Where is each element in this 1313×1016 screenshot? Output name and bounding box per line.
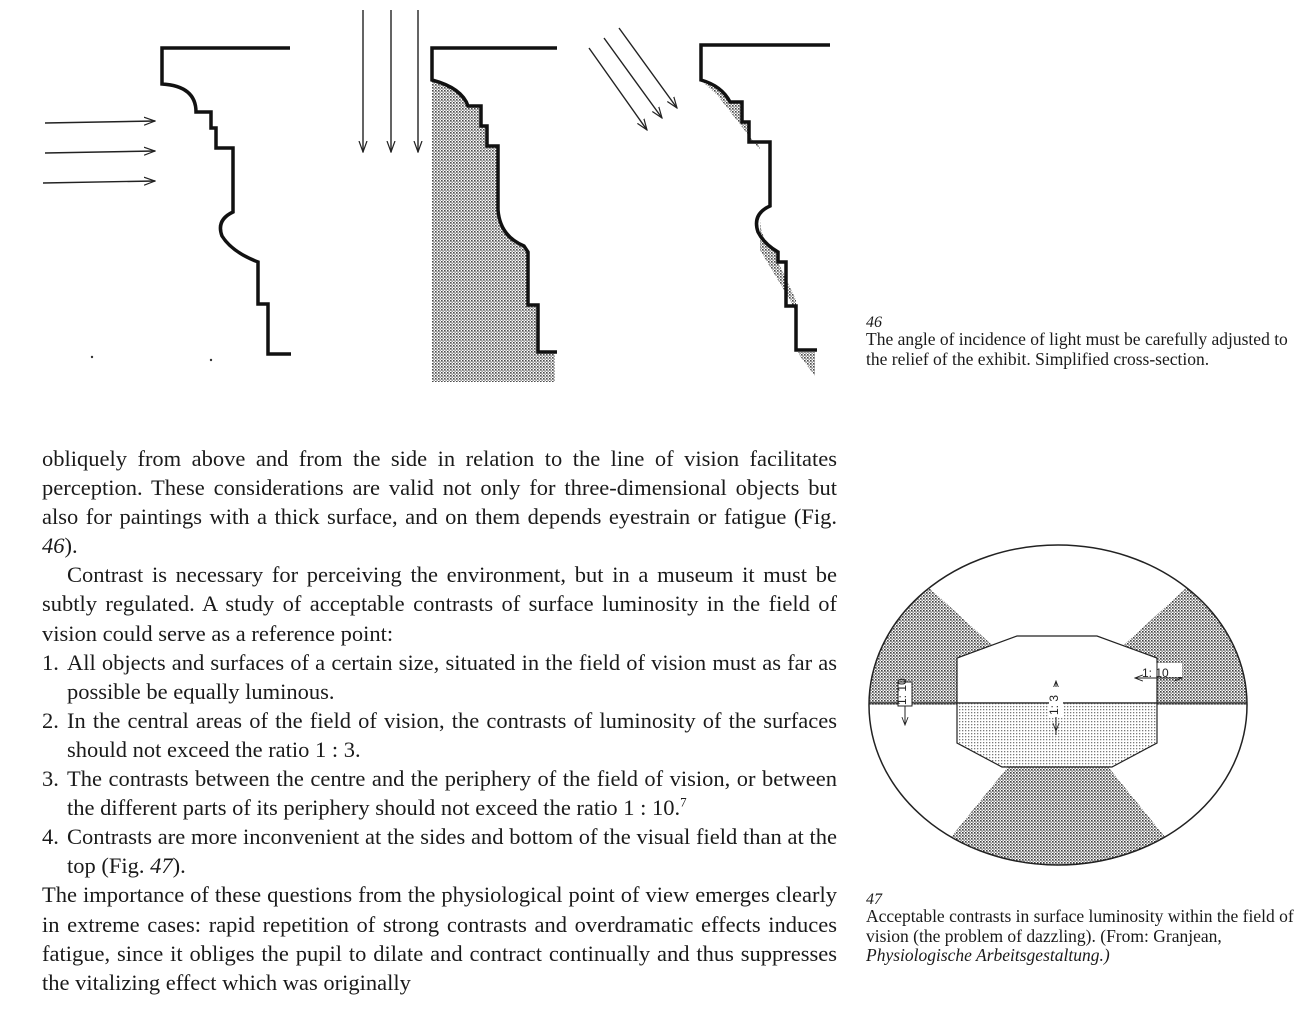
figure-reference-46: 46 — [42, 533, 65, 559]
footnote-marker: 7 — [680, 794, 687, 810]
ratio-label-center: 1: 3 — [1047, 694, 1061, 715]
figure-47-caption-text: Acceptable contrasts in surface luminosity within the field of vision (the problem of dazzling). (From: Granjean, — [866, 906, 1294, 946]
ratio-label-left: 1: 10 — [895, 678, 909, 705]
list-number: 1. — [42, 649, 59, 675]
stray-dots — [91, 356, 212, 361]
paragraph-1-end: ). — [64, 533, 78, 559]
light-rays-horizontal — [43, 121, 155, 183]
profile-3 — [701, 45, 830, 350]
paragraph-3: The importance of these questions from the physiological point of view emerges clearly in extreme cases: rapid repetition of strong contrasts and overdramatic effects induces fatigue, since it obliges the pupil to dilate and contract continually and thus suppresses the vitalizing effect which was originally — [42, 882, 837, 995]
figure-reference-47: 47 — [150, 853, 173, 879]
profile-1 — [162, 48, 291, 354]
figure-46-caption — [866, 316, 1296, 369]
figure-47-number: 47 — [866, 891, 882, 908]
list-number: 3. — [42, 766, 59, 792]
list-text: The contrasts between the centre and the periphery of the field of vision, or between the different parts of its periphery should not exceed the ratio 1 : 10. — [67, 766, 837, 821]
paragraph-1-text: obliquely from above and from the side in relation to the line of vision facilitates perception. These considerations are valid not only for three-dimensional objects but also for paintings with a thick surface, and on them depends eyestrain or fatigue (Fig. — [42, 446, 837, 530]
list-text: All objects and surfaces of a certain size, situated in the field of vision must as far as possible be equally luminous. — [67, 649, 837, 704]
light-rays-vertical — [363, 10, 418, 152]
figure-47-caption — [866, 893, 1306, 966]
figure-46-caption-text: The angle of incidence of light must be carefully adjusted to the relief of the exhibit. Simplified cross-section. — [866, 329, 1288, 369]
list-text: Contrasts are more inconvenient at the sides and bottom of the visual field than at the top (Fig. — [67, 824, 837, 879]
light-rays-oblique — [589, 28, 677, 130]
figure-47-caption-source: Physiologische Arbeitsgestaltung.) — [866, 945, 1110, 965]
list-text: In the central areas of the field of vision, the contrasts of luminosity of the surfaces should not exceed the ratio 1 : 3. — [67, 707, 837, 762]
paragraph-1 — [42, 444, 837, 560]
figure-46-number: 46 — [866, 314, 882, 331]
body-text — [42, 444, 837, 997]
list-item-4 — [42, 822, 837, 880]
list-item-3 — [42, 764, 837, 822]
paragraph-2: Contrast is necessary for perceiving the environment, but in a museum it must be subtly regulated. A study of acceptable contrasts of surface luminosity in the field of vision could serve as a reference point: — [42, 562, 837, 646]
figure-47-luminosity-diagram — [860, 535, 1255, 875]
list-item-4-end: ). — [172, 853, 186, 879]
ratio-label-right: 1: 10 — [1142, 666, 1169, 680]
list-item-1 — [42, 648, 837, 706]
list-item-2 — [42, 706, 837, 764]
list-number: 4. — [42, 824, 59, 850]
list-number: 2. — [42, 707, 59, 733]
figure-46-cross-sections — [0, 0, 860, 400]
